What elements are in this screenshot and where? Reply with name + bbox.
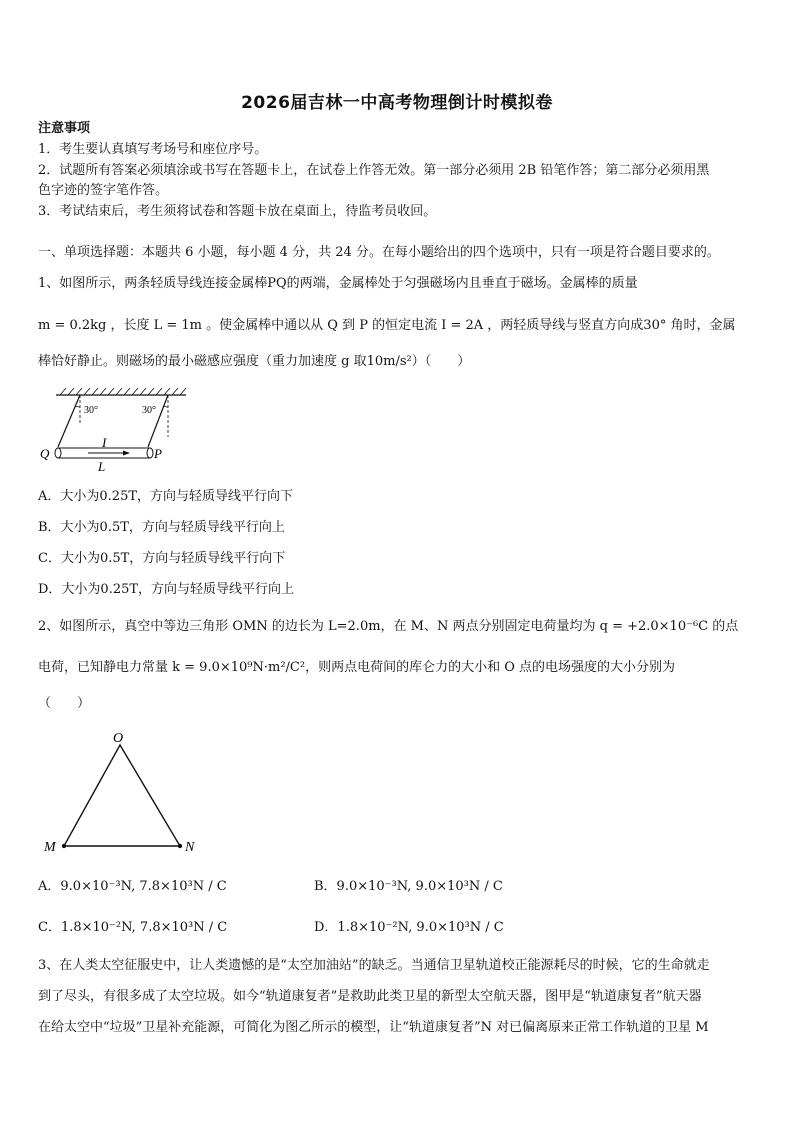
q1-point-p-label: P <box>154 446 162 461</box>
section-heading: 一、单项选择题：本题共 6 小题，每小题 4 分，共 24 分。在每小题给出的四个选项中，只有一项是符合题目要求的。 <box>38 245 720 260</box>
q3-stem-line2: 到了尽头，有很多成了太空垃圾。如今“轨道康复者”是救助此类卫星的新型太空航天器，图甲是“轨道康复者”航天器 <box>38 989 702 1004</box>
q1-point-q-label: Q <box>40 446 50 461</box>
q2-stem-line2: 电荷，已知静电力常量 k = 9.0×10⁹N·m²/C²，则两点电荷间的库仑力的大小和 O 点的电场强度的大小分别为 <box>38 660 675 675</box>
q1-stem-line3: 棒恰好静止。则磁场的最小磁感应强度（重力加速度 g 取10m/s²）（ ） <box>38 354 471 369</box>
q1-angle-right-label: 30° <box>142 405 156 416</box>
q3-stem-line3: 在给太空中“垃圾”卫星补充能源，可简化为图乙所示的模型，让“轨道康复者”N 对已偏离原来正常工作轨道的卫星 M <box>38 1020 709 1035</box>
q1-stem-line2: m = 0.2kg ，长度 L = 1m 。使金属棒中通以从 Q 到 P 的恒定电流 I = 2A ，两轻质导线与竖直方向成30° 角时，金属 <box>38 318 736 333</box>
notice-heading: 注意事项 <box>38 121 91 136</box>
q3-stem-line1: 3、在人类太空征服史中，让人类遗憾的是“太空加油站”的缺乏。当通信卫星轨道校正能源耗尽的时候，它的生命就走 <box>38 958 710 973</box>
notice-item-1: 1．考生要认真填写考场号和座位序号。 <box>38 142 268 157</box>
q1-option-a: A．大小为0.25T，方向与轻质导线平行向下 <box>38 489 294 504</box>
q1-current-label: I <box>102 435 107 450</box>
q2-point-o-label: O <box>113 731 124 746</box>
q1-figure <box>38 385 188 477</box>
notice-item-2: 2．试题所有答案必须填涂或书写在答题卡上，在试卷上作答无效。第一部分必须用 2B 铅笔作答；第二部分必须用黑 <box>38 163 710 178</box>
q2-triangle-figure <box>38 727 208 859</box>
q1-option-d: D．大小为0.25T，方向与轻质导线平行向上 <box>38 582 295 597</box>
q2-option-a: A．9.0×10⁻³N, 7.8×10³N / C <box>38 879 227 894</box>
notice-item-2-cont: 色字迹的签字笔作答。 <box>38 183 169 198</box>
q1-stem-line1: 1、如图所示，两条轻质导线连接金属棒PQ的两端，金属棒处于匀强磁场内且垂直于磁场。金属棒的质量 <box>38 276 638 291</box>
q2-option-d: D．1.8×10⁻²N, 9.0×10³N / C <box>314 920 504 935</box>
q2-option-c: C．1.8×10⁻²N, 7.8×10³N / C <box>38 920 228 935</box>
q1-option-b: B．大小为0.5T，方向与轻质导线平行向上 <box>38 520 285 535</box>
q1-length-label: L <box>98 459 106 474</box>
q2-point-m-label: M <box>44 840 56 855</box>
notice-item-3: 3．考试结束后，考生须将试卷和答题卡放在桌面上，待监考员收回。 <box>38 204 437 219</box>
q1-angle-left-label: 30° <box>84 405 98 416</box>
q2-point-n-label: N <box>185 840 195 855</box>
q1-option-c: C．大小为0.5T，方向与轻质导线平行向下 <box>38 551 286 566</box>
page-title: 2026届吉林一中高考物理倒计时模拟卷 <box>241 93 553 113</box>
q2-stem-line3: （ ） <box>38 696 91 711</box>
q2-option-b: B．9.0×10⁻³N, 9.0×10³N / C <box>314 879 503 894</box>
q2-stem-line1: 2、如图所示，真空中等边三角形 OMN 的边长为 L=2.0m，在 M、N 两点分别固定电荷量均为 q = +2.0×10⁻⁶C 的点 <box>38 619 739 634</box>
